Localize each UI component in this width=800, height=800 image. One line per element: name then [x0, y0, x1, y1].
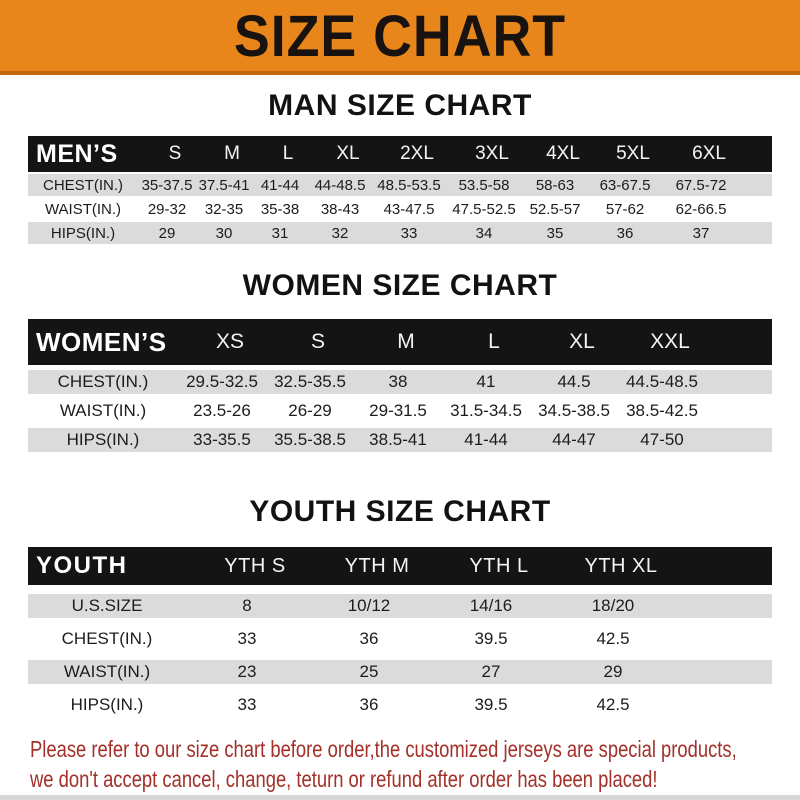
header-size-cell: YTH M [344, 554, 410, 577]
row-value: 47.5-52.5 [452, 200, 516, 218]
row-value: 36 [359, 695, 379, 714]
header-size-cell: YTH XL [584, 554, 658, 577]
row-value: 44-48.5 [314, 176, 366, 194]
header-size-cell: L [282, 143, 294, 164]
men-size-table [28, 136, 772, 244]
row-value: 38 [388, 372, 408, 391]
header-size-cell: 3XL [475, 143, 509, 164]
row-value: 14/16 [469, 596, 513, 615]
header-size-cell: YTH L [469, 554, 529, 577]
row-value: 41 [476, 372, 496, 391]
row-label: HIPS(IN.) [50, 224, 116, 242]
note-line-2: we don't accept cancel, change, teturn or refund after order has been placed! [30, 766, 658, 792]
row-value: 29 [603, 662, 623, 681]
header-size-cell: XXL [650, 330, 690, 353]
row-label: CHEST(IN.) [57, 372, 149, 391]
men-section [0, 91, 800, 244]
women-size-table [28, 319, 772, 452]
row-value: 29.5-32.5 [186, 372, 258, 391]
men-section-title: MAN SIZE CHART [268, 89, 532, 122]
row-value: 26-29 [288, 401, 332, 420]
row-value: 35 [546, 224, 564, 242]
row-value: 29-31.5 [369, 401, 427, 420]
row-value: 58-63 [535, 176, 575, 194]
measure-row [28, 660, 772, 684]
size-header-row [28, 136, 772, 172]
row-value: 33-35.5 [193, 430, 251, 449]
measure-row [28, 693, 772, 717]
header-size-cell: 2XL [400, 143, 434, 164]
measure-row [28, 222, 772, 244]
header-size-cell: YTH S [224, 554, 286, 577]
row-value: 23.5-26 [193, 401, 251, 420]
row-value: 35.5-38.5 [274, 430, 346, 449]
row-value: 57-62 [605, 200, 645, 218]
row-value: 67.5-72 [675, 176, 727, 194]
row-value: 44.5-48.5 [626, 372, 698, 391]
row-value: 25 [359, 662, 379, 681]
measure-row [28, 198, 772, 220]
row-label: U.S.SIZE [71, 596, 143, 615]
row-value: 41-44 [464, 430, 508, 449]
row-value: 43-47.5 [383, 200, 435, 218]
size-header-row [28, 319, 772, 365]
row-value: 31 [271, 224, 289, 242]
row-value: 37.5-41 [198, 176, 250, 194]
row-value: 48.5-53.5 [377, 176, 441, 194]
row-value: 38.5-41 [369, 430, 427, 449]
row-value: 27 [481, 662, 501, 681]
youth-size-table [28, 547, 772, 717]
row-value: 33 [237, 695, 257, 714]
row-value: 35-38 [260, 200, 300, 218]
measure-row [28, 174, 772, 196]
note-line-1: Please refer to our size chart before order,the customized jerseys are special products, [30, 736, 737, 762]
header-size-cell: L [488, 330, 500, 353]
bottom-strip [0, 795, 800, 800]
row-value: 39.5 [474, 695, 508, 714]
row-value: 41-44 [260, 176, 300, 194]
row-value: 29 [158, 224, 176, 242]
header-label: MEN’S [36, 139, 118, 168]
page-title: SIZE CHART [233, 2, 567, 69]
row-value: 63-67.5 [599, 176, 651, 194]
row-value: 33 [400, 224, 418, 242]
banner [0, 0, 800, 75]
disclaimer-note [30, 734, 800, 794]
row-value: 30 [215, 224, 233, 242]
size-header-row [28, 547, 772, 585]
row-value: 23 [237, 662, 257, 681]
row-value: 32.5-35.5 [274, 372, 346, 391]
row-value: 32 [331, 224, 349, 242]
row-label: WAIST(IN.) [44, 200, 122, 218]
header-size-cell: S [310, 330, 325, 353]
row-value: 18/20 [591, 596, 635, 615]
row-value: 44.5 [557, 372, 591, 391]
row-value: 10/12 [347, 596, 391, 615]
header-size-cell: 6XL [692, 143, 726, 164]
row-value: 34.5-38.5 [538, 401, 610, 420]
women-section [0, 271, 800, 452]
row-label: CHEST(IN.) [61, 629, 153, 648]
header-size-cell: XL [569, 330, 595, 353]
row-value: 8 [242, 596, 252, 615]
row-value: 38-43 [320, 200, 360, 218]
row-value: 31.5-34.5 [450, 401, 522, 420]
row-value: 42.5 [596, 695, 630, 714]
measure-row [28, 428, 772, 452]
row-label: HIPS(IN.) [66, 430, 140, 449]
header-size-cell: M [224, 143, 240, 164]
header-label: YOUTH [36, 552, 128, 579]
youth-section [0, 497, 800, 717]
header-size-cell: 4XL [546, 143, 580, 164]
header-size-cell: 5XL [616, 143, 650, 164]
row-value: 34 [475, 224, 493, 242]
row-value: 37 [692, 224, 710, 242]
row-value: 35-37.5 [141, 176, 193, 194]
header-size-cell: XS [215, 330, 244, 353]
row-value: 53.5-58 [458, 176, 510, 194]
row-value: 39.5 [474, 629, 508, 648]
measure-row [28, 594, 772, 618]
row-label: CHEST(IN.) [43, 176, 123, 194]
measure-row [28, 627, 772, 651]
row-label: WAIST(IN.) [63, 662, 151, 681]
row-value: 62-66.5 [675, 200, 727, 218]
measure-row [28, 399, 772, 423]
row-label: WAIST(IN.) [59, 401, 147, 420]
row-value: 47-50 [640, 430, 684, 449]
row-value: 36 [616, 224, 634, 242]
row-value: 52.5-57 [529, 200, 581, 218]
row-value: 33 [237, 629, 257, 648]
measure-row [28, 370, 772, 394]
row-value: 38.5-42.5 [626, 401, 698, 420]
header-size-cell: M [397, 330, 415, 353]
row-label: HIPS(IN.) [70, 695, 144, 714]
header-label: WOMEN’S [36, 326, 167, 357]
row-value: 32-35 [204, 200, 244, 218]
header-size-cell: S [168, 143, 182, 164]
women-section-title: WOMEN SIZE CHART [242, 269, 558, 302]
row-value: 36 [359, 629, 379, 648]
row-value: 42.5 [596, 629, 630, 648]
youth-section-title: YOUTH SIZE CHART [249, 495, 551, 528]
header-size-cell: XL [336, 143, 360, 164]
row-value: 29-32 [147, 200, 187, 218]
row-value: 44-47 [552, 430, 596, 449]
